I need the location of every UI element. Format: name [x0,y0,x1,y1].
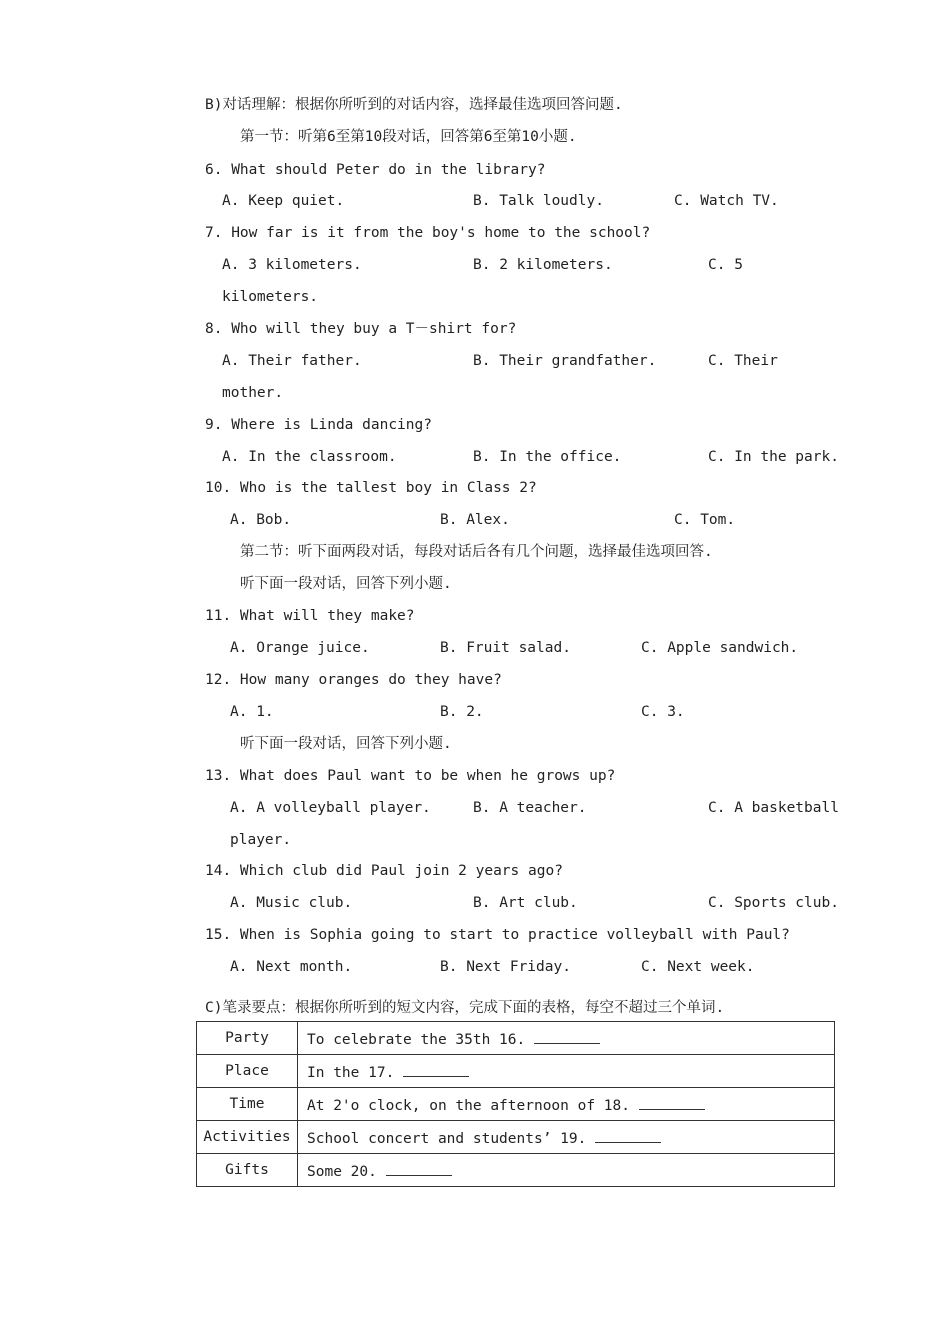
row-value [298,1022,835,1055]
q13-option-a[interactable]: A. A volleyball player. [230,800,431,816]
q8-option-c-wrap: mother. [222,385,284,401]
dialogue-1-instruction: 听下面一段对话，回答下列小题. [240,576,452,592]
row-label: Activities [197,1121,298,1154]
q10-option-b[interactable]: B. Alex. [440,512,510,528]
q8-option-a[interactable]: A. Their father. [222,353,362,369]
answer-blank-16[interactable] [534,1029,600,1044]
q7-option-c-wrap: kilometers. [222,289,319,305]
q12-option-a[interactable]: A. 1. [230,704,274,720]
row-text: To celebrate the 35th 16. [307,1031,526,1048]
q11-option-b[interactable]: B. Fruit salad. [440,640,571,656]
row-value [298,1154,835,1187]
q7-option-b[interactable]: B. 2 kilometers. [473,257,613,273]
row-text: At 2'o clock, on the afternoon of 18. [307,1097,631,1114]
question-12: 12. How many oranges do they have? [205,672,502,688]
row-value [298,1055,835,1088]
q10-option-c[interactable]: C. Tom. [674,512,736,528]
part2-instruction: 第二节：听下面两段对话，每段对话后各有几个问题，选择最佳选项回答. [240,544,713,560]
question-14: 14. Which club did Paul join 2 years ago? [205,863,563,879]
q6-option-b[interactable]: B. Talk loudly. [473,193,604,209]
row-label: Party [197,1022,298,1055]
table-row [197,1022,835,1055]
row-value [298,1121,835,1154]
q7-option-c[interactable]: C. 5 [708,257,743,273]
q13-option-c[interactable]: C. A basketball [708,800,839,816]
answer-blank-20[interactable] [386,1161,452,1176]
dialogue-2-instruction: 听下面一段对话，回答下列小题. [240,736,452,752]
question-15: 15. When is Sophia going to start to practice volleyball with Paul? [205,927,790,943]
question-10: 10. Who is the tallest boy in Class 2? [205,480,537,496]
section-c-heading: C)笔录要点：根据你所听到的短文内容，完成下面的表格，每空不超过三个单词. [205,1000,725,1016]
row-label: Place [197,1055,298,1088]
q13-option-c-wrap: player. [230,832,292,848]
q9-option-a[interactable]: A. In the classroom. [222,449,397,465]
q15-option-b[interactable]: B. Next Friday. [440,959,571,975]
table-row [197,1055,835,1088]
q15-option-c[interactable]: C. Next week. [641,959,755,975]
q8-option-b[interactable]: B. Their grandfather. [473,353,657,369]
q11-option-a[interactable]: A. Orange juice. [230,640,370,656]
q10-option-a[interactable]: A. Bob. [230,512,292,528]
q9-option-b[interactable]: B. In the office. [473,449,622,465]
q14-option-a[interactable]: A. Music club. [230,895,353,911]
q9-option-c[interactable]: C. In the park. [708,449,839,465]
answer-blank-19[interactable] [595,1128,661,1143]
row-label: Gifts [197,1154,298,1187]
q13-option-b[interactable]: B. A teacher. [473,800,587,816]
question-6: 6. What should Peter do in the library? [205,162,546,178]
q7-option-a[interactable]: A. 3 kilometers. [222,257,362,273]
table-row [197,1088,835,1121]
question-8: 8. Who will they buy a T－shirt for? [205,321,517,337]
row-text: School concert and students’ 19. [307,1130,587,1147]
q14-option-b[interactable]: B. Art club. [473,895,578,911]
section-b-heading: B)对话理解：根据你所听到的对话内容，选择最佳选项回答问题. [205,97,623,113]
row-text: In the 17. [307,1064,395,1081]
q6-option-a[interactable]: A. Keep quiet. [222,193,345,209]
table-row [197,1154,835,1187]
row-text: Some 20. [307,1163,377,1180]
question-7: 7. How far is it from the boy's home to the school? [205,225,651,241]
question-13: 13. What does Paul want to be when he grows up? [205,768,616,784]
row-value [298,1088,835,1121]
q12-option-c[interactable]: C. 3. [641,704,685,720]
answer-blank-17[interactable] [403,1062,469,1077]
question-11: 11. What will they make? [205,608,415,624]
q6-option-c[interactable]: C. Watch TV. [674,193,779,209]
q12-option-b[interactable]: B. 2. [440,704,484,720]
notes-table [196,1021,835,1187]
q11-option-c[interactable]: C. Apple sandwich. [641,640,799,656]
answer-blank-18[interactable] [639,1095,705,1110]
row-label: Time [197,1088,298,1121]
q14-option-c[interactable]: C. Sports club. [708,895,839,911]
question-9: 9. Where is Linda dancing? [205,417,432,433]
table-row [197,1121,835,1154]
q8-option-c[interactable]: C. Their [708,353,778,369]
part1-instruction: 第一节：听第6至第10段对话，回答第6至第10小题. [240,129,577,145]
q15-option-a[interactable]: A. Next month. [230,959,353,975]
